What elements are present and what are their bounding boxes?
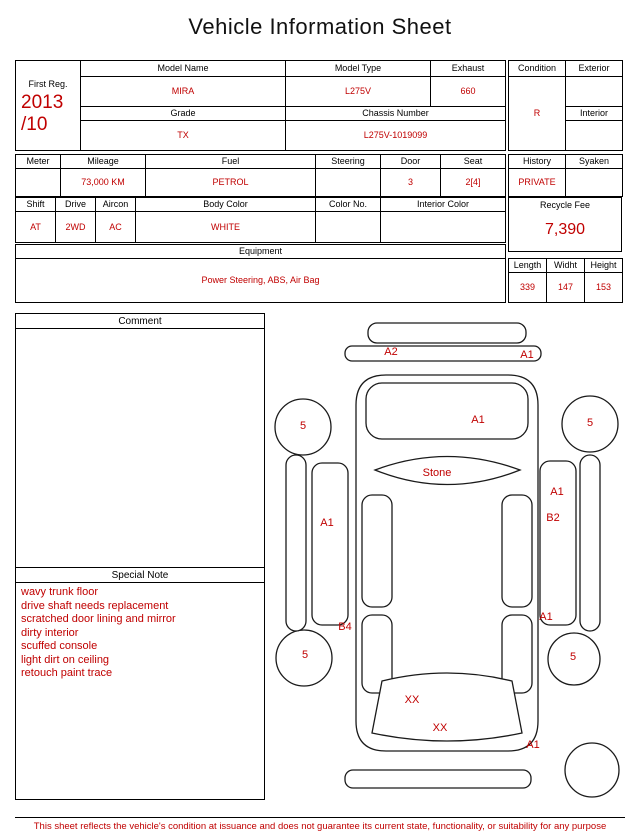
condition-value: R [509,77,566,151]
history-table [508,154,623,197]
special-note-line: wavy trunk floor [21,586,99,598]
fuel-label: Fuel [146,155,316,169]
diagram-label-xx: XX [404,694,420,706]
model-type-value: L275V [286,77,431,107]
diagram-label-xx: XX [432,722,448,734]
special-note-list [16,583,264,681]
shift-label: Shift [16,198,56,212]
seat-label: Seat [441,155,506,169]
model-name-label: Model Name [81,61,286,77]
mileage-value: 73,000 KM [61,169,146,197]
first-reg-label: First Reg. [28,79,68,90]
diagram-label-b4: B4 [338,621,352,633]
diagram-label-a1: A1 [320,517,334,529]
door-label: Door [381,155,441,169]
exhaust-label: Exhaust [431,61,506,77]
equipment-table [15,244,506,303]
diagram-label-5: 5 [569,651,577,663]
grade-value: TX [81,121,286,151]
steering-label: Steering [316,155,381,169]
first-reg-year: 2013 [21,92,64,114]
interior-label: Interior [566,107,623,121]
meter-value [16,169,61,197]
mileage-table [15,154,506,197]
registration-table [15,60,506,151]
exterior-label: Exterior [566,61,623,77]
diagram-label-a1: A1 [471,414,485,426]
page-title: Vehicle Information Sheet [188,14,452,39]
interior-color-label: Interior Color [381,198,506,212]
interior-value [566,121,623,151]
condition-table [508,60,623,151]
comment-panel [15,313,265,568]
special-note-line: scuffed console [21,640,98,652]
special-note-header: Special Note [16,568,264,583]
recycle-fee-box [508,197,622,252]
syaken-label: Syaken [566,155,623,169]
equipment-value: Power Steering, ABS, Air Bag [16,259,506,303]
special-note-line: light dirt on ceiling [21,653,110,666]
recycle-fee-value: 7,390 [544,221,586,238]
model-type-label: Model Type [286,61,431,77]
car-diagram-labels [270,313,630,805]
diagram-label-5: 5 [586,417,594,429]
car-diagram [270,313,630,805]
comment-header: Comment [16,314,264,329]
equipment-label: Equipment [16,245,506,259]
diagram-label-a1: A1 [520,349,534,361]
first-reg-month: /10 [21,113,48,135]
diagram-label-a2: A2 [384,346,398,358]
length-value: 339 [509,273,547,303]
aircon-label: Aircon [96,198,136,212]
drive-label: Drive [56,198,96,212]
history-value: PRIVATE [509,169,566,197]
interior-color-value [381,212,506,243]
special-note-line: dirty interior [21,626,79,639]
steering-value [316,169,381,197]
condition-label: Condition [509,61,566,77]
grade-label: Grade [81,107,286,121]
history-label: History [509,155,566,169]
drivetrain-table [15,197,506,243]
special-note-panel [15,567,265,800]
body-color-value: WHITE [136,212,316,243]
shift-value: AT [16,212,56,243]
special-note-line: scratched door lining and mirror [21,613,176,625]
diagram-label-a1: A1 [539,611,553,623]
exterior-value [566,77,623,107]
model-name-value: MIRA [81,77,286,107]
chassis-number-label: Chassis Number [286,107,506,121]
drive-value: 2WD [56,212,96,243]
diagram-label-a1: A1 [550,486,564,498]
footer-disclaimer: This sheet reflects the vehicle's condition at issuance and does not guarantee its current state, functionality, or suitability for any purpose [15,817,625,832]
syaken-value [566,169,623,197]
dimensions-table [508,258,623,303]
meter-label: Meter [16,155,61,169]
chassis-number-value: L275V-1019099 [286,121,506,151]
special-note-line: drive shaft needs replacement [21,599,169,612]
color-no-label: Color No. [316,198,381,212]
diagram-label-5: 5 [299,420,307,432]
height-value: 153 [585,273,623,303]
special-note-line: retouch paint trace [21,667,113,679]
first-reg-value [16,89,80,135]
aircon-value: AC [96,212,136,243]
recycle-fee-label: Recycle Fee [539,200,591,210]
body-color-label: Body Color [136,198,316,212]
first-reg-cell [16,61,81,151]
mileage-label: Mileage [61,155,146,169]
seat-value: 2[4] [441,169,506,197]
diagram-label-b2: B2 [546,512,560,524]
width-label: Widht [547,259,585,273]
fuel-value: PETROL [146,169,316,197]
length-label: Length [509,259,547,273]
diagram-label-a1: A1 [526,739,540,751]
diagram-label-5: 5 [301,649,309,661]
height-label: Height [585,259,623,273]
diagram-label-stone: Stone [422,467,452,479]
width-value: 147 [547,273,585,303]
door-value: 3 [381,169,441,197]
exhaust-value: 660 [431,77,506,107]
color-no-value [316,212,381,243]
